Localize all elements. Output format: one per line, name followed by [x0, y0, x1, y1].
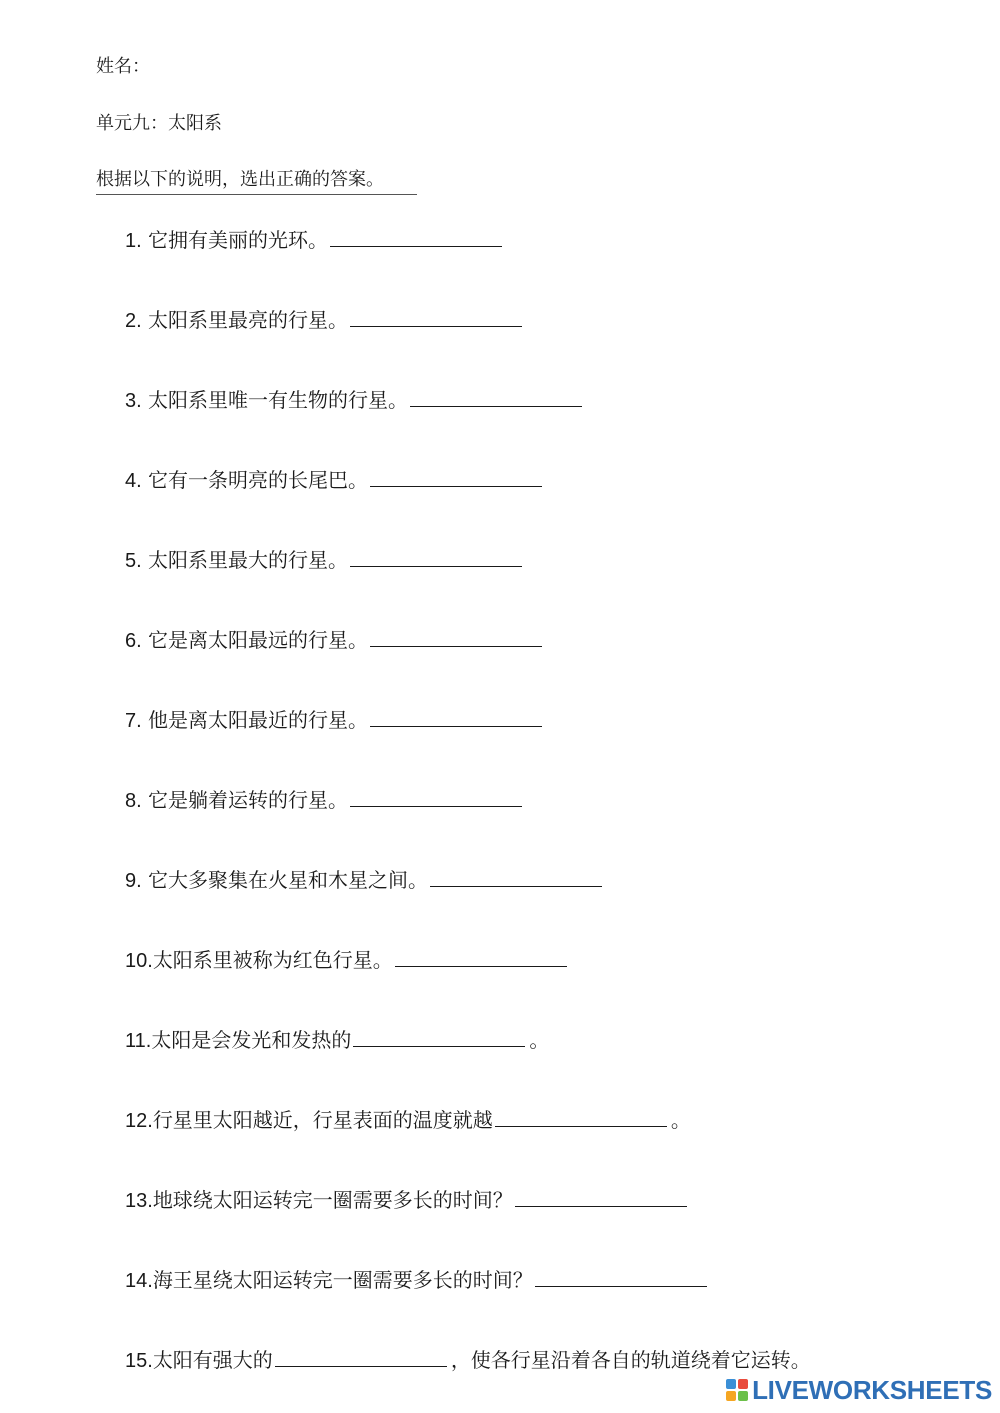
question-number: 4. [125, 470, 142, 492]
answer-blank[interactable] [410, 390, 582, 407]
answer-blank[interactable] [330, 230, 502, 247]
question-item [125, 867, 602, 894]
name-label: 姓名： [96, 56, 150, 77]
question-item [125, 1267, 707, 1294]
question-number: 13. [125, 1190, 153, 1212]
question-text: 太阳系里最亮的行星。 [148, 308, 349, 332]
question-text: 它是离太阳最远的行星。 [148, 628, 369, 652]
question-number: 8. [125, 790, 142, 812]
question-text: 太阳系里被称为红色行星。 [152, 948, 393, 972]
question-item [125, 787, 522, 814]
question-number: 6. [125, 630, 142, 652]
question-text: 他是离太阳最近的行星。 [148, 708, 369, 732]
question-number: 14. [125, 1270, 153, 1292]
logo-square-e [738, 1391, 748, 1401]
question-text: 它大多聚集在火星和木星之间。 [148, 868, 429, 892]
question-item [125, 227, 502, 254]
answer-blank[interactable] [370, 710, 542, 727]
question-number: 9. [125, 870, 142, 892]
logo-square-l [726, 1379, 736, 1389]
question-item [125, 307, 522, 334]
question-item [125, 1187, 687, 1214]
question-text: 太阳是会发光和发热的 [151, 1028, 352, 1052]
question-number: 10. [125, 950, 153, 972]
question-text: 行星里太阳越近，行星表面的温度就越 [152, 1108, 493, 1132]
question-item [125, 1027, 549, 1054]
question-item [125, 547, 522, 574]
question-number: 5. [125, 550, 142, 572]
answer-blank[interactable] [370, 470, 542, 487]
question-number: 3. [125, 390, 142, 412]
answer-blank[interactable] [515, 1190, 687, 1207]
question-item [125, 627, 542, 654]
answer-blank[interactable] [350, 310, 522, 327]
question-item [125, 947, 567, 974]
logo-square-v [726, 1391, 736, 1401]
question-item [125, 387, 582, 414]
question-number: 12. [125, 1110, 153, 1132]
question-text: 它有一条明亮的长尾巴。 [148, 468, 369, 492]
question-item [125, 707, 542, 734]
liveworksheets-logo-mark [726, 1379, 748, 1401]
logo-text: LIVEWORKSHEETS [752, 1374, 992, 1405]
question-text: 它是躺着运转的行星。 [148, 788, 349, 812]
answer-blank[interactable] [430, 870, 602, 887]
question-number: 2. [125, 310, 142, 332]
answer-blank[interactable] [350, 790, 522, 807]
question-text: 太阳系里唯一有生物的行星。 [148, 388, 409, 412]
question-tail-text: ，使各行星沿着各自的轨道绕着它运转。 [450, 1348, 811, 1372]
instructions: 根据以下的说明，选出正确的答案。 [96, 169, 417, 195]
question-number: 7. [125, 710, 142, 732]
answer-blank[interactable] [275, 1350, 447, 1367]
question-item [125, 1107, 691, 1134]
answer-blank[interactable] [370, 630, 542, 647]
question-text: 太阳有强大的 [152, 1348, 273, 1372]
question-number: 1. [125, 230, 142, 252]
question-text: 太阳系里最大的行星。 [148, 548, 349, 572]
question-tail-text: 。 [670, 1108, 691, 1132]
answer-blank[interactable] [350, 550, 522, 567]
question-tail-text: 。 [529, 1028, 550, 1052]
question-item [125, 467, 542, 494]
logo-square-i [738, 1379, 748, 1389]
answer-blank[interactable] [353, 1030, 525, 1047]
question-text: 海王星绕太阳运转完一圈需要多长的时间？ [152, 1268, 533, 1292]
question-text: 地球绕太阳运转完一圈需要多长的时间？ [152, 1188, 513, 1212]
question-text: 它拥有美丽的光环。 [148, 228, 329, 252]
answer-blank[interactable] [495, 1110, 667, 1127]
question-number: 15. [125, 1350, 153, 1372]
question-number: 11. [125, 1030, 152, 1052]
liveworksheets-logo [726, 1373, 992, 1407]
question-item [125, 1347, 811, 1374]
unit-title: 单元九：太阳系 [96, 113, 222, 134]
answer-blank[interactable] [395, 950, 567, 967]
answer-blank[interactable] [535, 1270, 707, 1287]
